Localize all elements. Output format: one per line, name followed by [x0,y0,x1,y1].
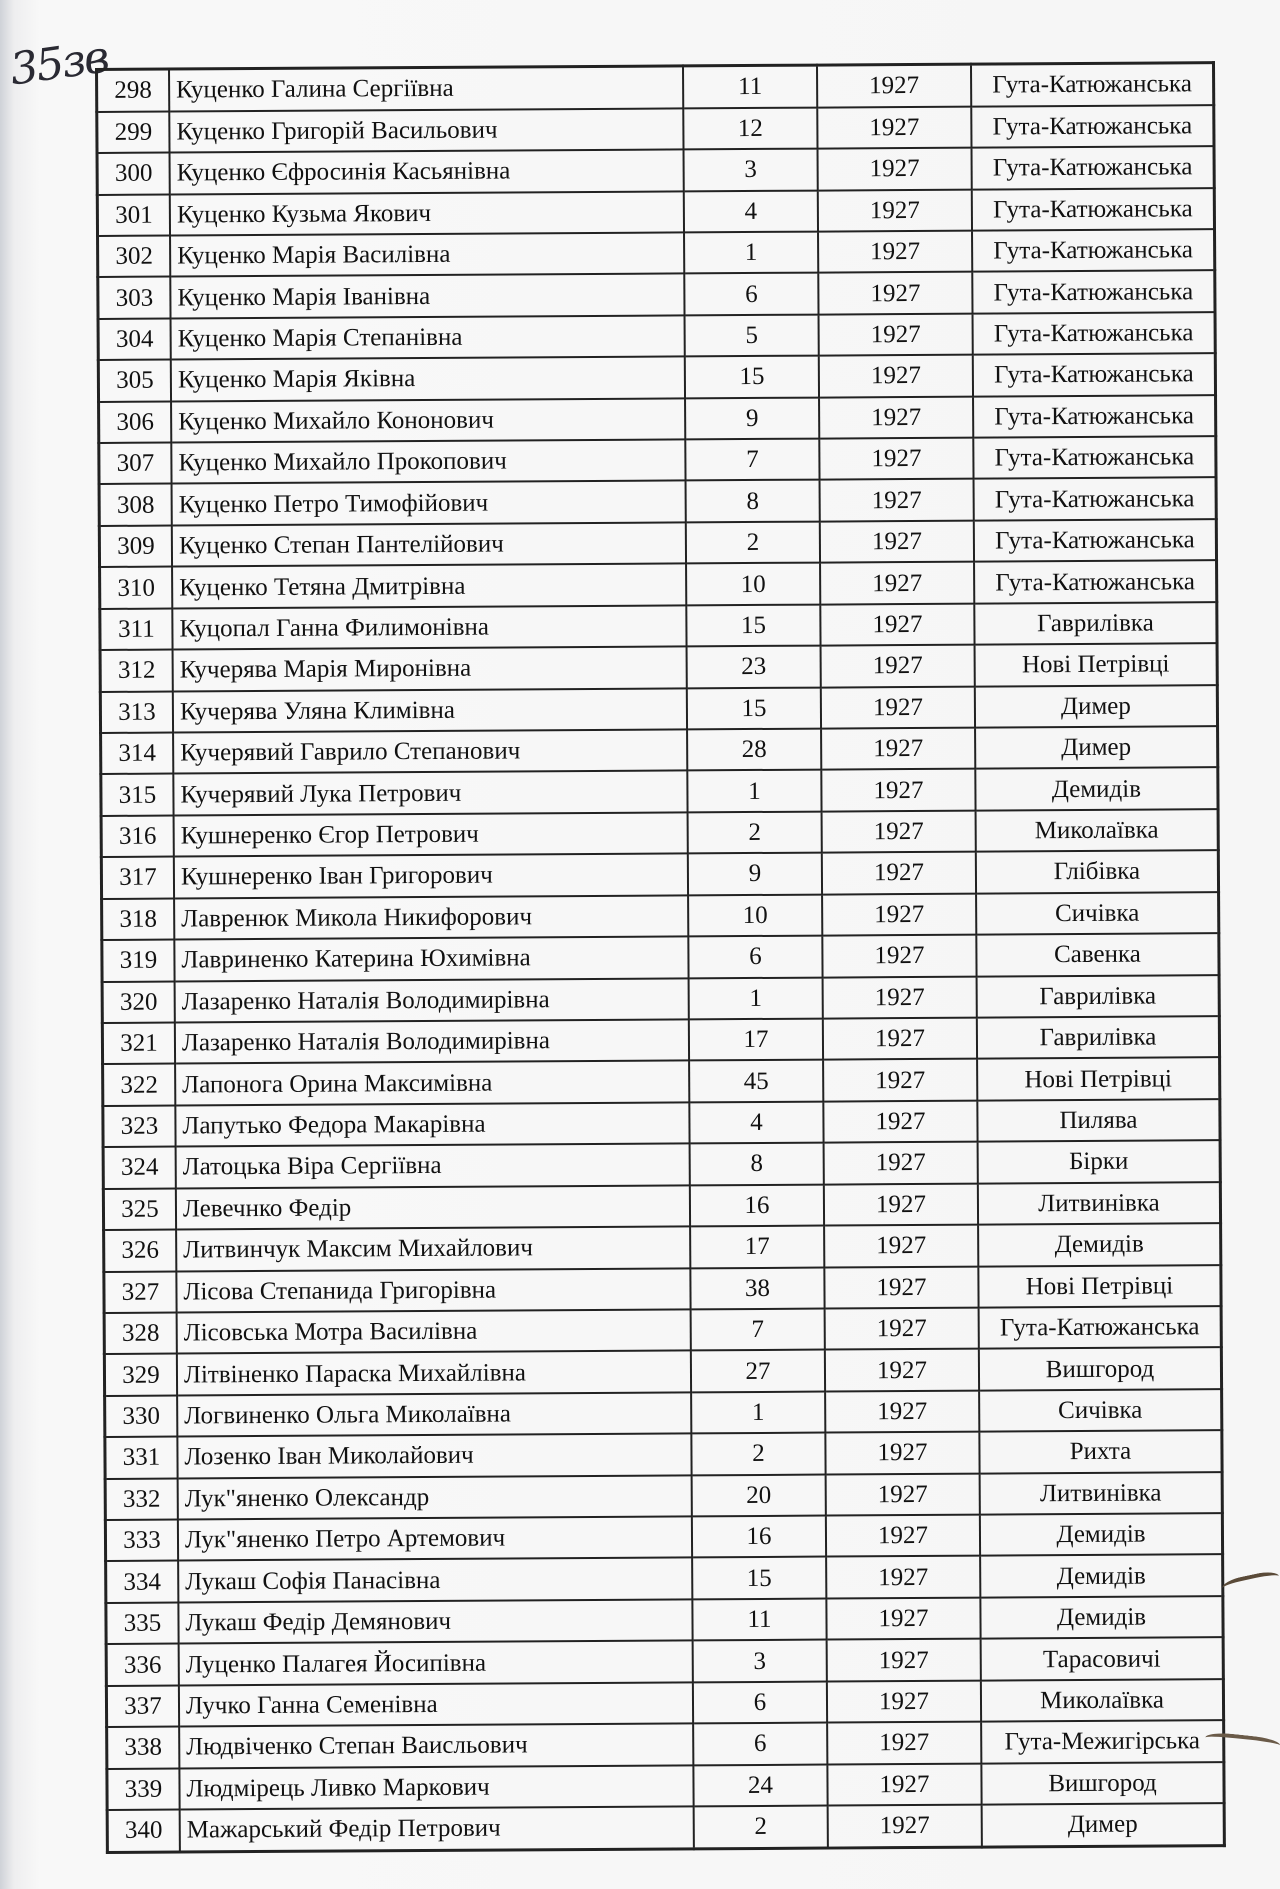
village-name: Нові Петрівці [977,1058,1220,1101]
village-name: Демидів [975,768,1218,811]
person-name: Куценко Григорій Васильович [169,108,683,153]
table-row [105,1513,1222,1561]
year: 1927 [827,1763,981,1805]
record-count: 5 [685,314,819,356]
village-name: Миколаївка [981,1679,1224,1722]
row-number: 302 [98,235,171,277]
row-number: 334 [106,1561,179,1603]
row-number: 299 [97,111,170,153]
person-name: Левечнко Федір [176,1185,690,1230]
year: 1927 [827,1639,981,1681]
record-count: 16 [690,1184,824,1226]
person-name: Кучерява Уляна Климівна [173,688,687,733]
record-count: 17 [689,1019,823,1061]
table-row [101,809,1218,857]
year: 1927 [818,231,972,273]
record-count: 17 [690,1226,824,1268]
village-name: Сичівка [976,892,1219,935]
table-row [107,1720,1224,1768]
year: 1927 [821,769,975,811]
year: 1927 [825,1349,979,1391]
village-name: Гаврилівка [977,1016,1220,1059]
row-number: 300 [97,153,170,195]
person-name: Кучерявий Гаврило Степанович [173,729,687,774]
row-number: 316 [101,815,174,857]
year: 1927 [821,645,975,687]
village-name: Вишгород [979,1347,1222,1390]
table-row [102,933,1219,981]
row-number: 307 [99,443,172,485]
row-number: 338 [107,1727,180,1769]
table-row [105,1389,1222,1437]
record-count: 16 [692,1516,826,1558]
village-name: Димер [975,685,1218,728]
table-row [101,768,1218,816]
year: 1927 [819,313,973,355]
year: 1927 [820,562,974,604]
person-name: Литвинчук Максим Михайлович [176,1226,690,1271]
row-number: 301 [97,194,170,236]
village-name: Гута-Катюжанська [972,271,1215,314]
village-name: Гута-Катюжанська [972,146,1215,189]
village-name: Нові Петрівці [978,1265,1221,1308]
row-number: 339 [107,1768,180,1810]
record-count: 2 [694,1806,828,1849]
person-name: Людвіченко Степан Ваисльович [179,1724,693,1769]
person-name: Лапутько Федора Макарівна [175,1102,689,1147]
person-name: Куценко Петро Тимофійович [172,481,686,526]
village-name: Нові Петрівці [975,643,1218,686]
year: 1927 [820,521,974,563]
village-name: Гута-Катюжанська [974,478,1217,521]
row-number: 327 [104,1271,177,1313]
year: 1927 [823,1059,977,1101]
person-name: Лук"яненко Олександр [178,1475,692,1520]
table-row [100,685,1217,733]
year: 1927 [821,686,975,728]
table-row [103,1182,1220,1230]
record-count: 9 [685,397,819,439]
table-row [98,229,1215,277]
year: 1927 [825,1432,979,1474]
row-number: 337 [106,1685,179,1727]
person-name: Куценко Марія Василівна [170,232,684,277]
year: 1927 [822,810,976,852]
village-name: Гута-Катюжанська [971,105,1214,148]
table-row [98,353,1215,401]
record-count: 11 [683,65,817,108]
village-name: Пилява [977,1099,1220,1142]
person-name: Кучерявий Лука Петрович [173,771,687,816]
year: 1927 [822,852,976,894]
row-number: 305 [98,360,171,402]
record-count: 1 [691,1391,825,1433]
table-row [104,1347,1221,1395]
record-count: 4 [684,190,818,232]
table-row [106,1637,1223,1685]
row-number: 322 [103,1064,176,1106]
person-name: Лук"яненко Петро Артемович [178,1516,692,1561]
row-number: 336 [106,1644,179,1686]
village-name: Литвинівка [980,1472,1223,1515]
record-count: 3 [684,149,818,191]
record-count: 8 [686,480,820,522]
village-name: Демидів [980,1596,1223,1639]
year: 1927 [823,1100,977,1142]
village-name: Гута-Межигірська [981,1720,1224,1763]
person-name: Куценко Марія Яківна [171,357,685,402]
table-row [104,1306,1221,1354]
person-name: Лапонога Орина Максимівна [175,1061,689,1106]
handwritten-page-number: 35зв [6,31,111,96]
year: 1927 [819,396,973,438]
row-number: 312 [100,650,173,692]
person-name: Лазаренко Наталія Володимирівна [175,978,689,1023]
village-name: Гута-Катюжанська [972,188,1215,231]
record-count: 4 [689,1101,823,1143]
person-name: Куценко Кузьма Якович [170,191,684,236]
record-count: 15 [685,356,819,398]
village-name: Савенка [976,933,1219,976]
village-name: Тарасовичі [981,1637,1224,1680]
record-count: 1 [687,770,821,812]
year: 1927 [827,1680,981,1722]
table-row [97,63,1214,112]
row-number: 308 [99,484,172,526]
person-name: Лозенко Іван Миколайович [177,1434,691,1479]
row-number: 306 [99,401,172,443]
record-count: 2 [686,521,820,563]
year: 1927 [822,893,976,935]
village-name: Димер [982,1803,1225,1847]
table-row [103,1140,1220,1188]
register-table [95,61,1226,1854]
village-name: Гута-Катюжанська [973,312,1216,355]
person-name: Кучерява Марія Миронівна [173,647,687,692]
person-name: Куценко Єфросинія Касьянівна [170,150,684,195]
village-name: Миколаївка [976,809,1219,852]
person-name: Лучко Ганна Семенівна [179,1682,693,1727]
year: 1927 [824,1142,978,1184]
row-number: 317 [101,857,174,899]
person-name: Людмірець Ливко Маркович [179,1765,693,1810]
record-count: 28 [687,729,821,771]
table-row [104,1265,1221,1313]
village-name: Рихта [979,1430,1222,1473]
table-row [104,1223,1221,1271]
village-name: Демидів [980,1513,1223,1556]
row-number: 325 [103,1188,176,1230]
year: 1927 [826,1473,980,1515]
row-number: 326 [104,1230,177,1272]
record-count: 11 [692,1598,826,1640]
village-name: Сичівка [979,1389,1222,1432]
table-row [100,560,1217,608]
record-count: 38 [690,1267,824,1309]
record-count: 20 [692,1474,826,1516]
year: 1927 [826,1556,980,1598]
village-name: Демидів [980,1555,1223,1598]
person-name: Куценко Михайло Кононович [171,398,685,443]
table-row [97,188,1214,236]
table-row [105,1472,1222,1520]
person-name: Мажарський Федір Петрович [180,1806,694,1852]
person-name: Лавриненко Катерина Юхимівна [174,937,688,982]
year: 1927 [824,1183,978,1225]
row-number: 298 [97,69,170,112]
village-name: Бірки [978,1140,1221,1183]
table-row [105,1430,1222,1478]
row-number: 329 [104,1354,177,1396]
village-name: Гута-Катюжанська [973,353,1216,396]
year: 1927 [827,1722,981,1764]
person-name: Лавренюк Микола Никифорович [174,895,688,940]
table-row [102,1016,1219,1064]
row-number: 314 [101,733,174,775]
village-name: Литвинівка [978,1182,1221,1225]
person-name: Куценко Степан Пантелійович [172,522,686,567]
year: 1927 [818,148,972,190]
year: 1927 [826,1597,980,1639]
record-count: 7 [691,1308,825,1350]
row-number: 335 [106,1602,179,1644]
record-count: 2 [691,1433,825,1475]
record-count: 6 [684,273,818,315]
row-number: 330 [105,1395,178,1437]
record-count: 12 [683,107,817,149]
table-row [97,105,1214,153]
table-row [98,312,1215,360]
person-name: Лісова Степанида Григорівна [176,1268,690,1313]
person-name: Лісовська Мотра Василівна [177,1309,691,1354]
person-name: Кушнеренко Єгор Петрович [174,812,688,857]
village-name: Гаврилівка [977,975,1220,1018]
year: 1927 [824,1225,978,1267]
row-number: 331 [105,1437,178,1479]
village-name: Гута-Катюжанська [972,229,1215,272]
village-name: Гута-Катюжанська [974,519,1217,562]
register-table-body [97,63,1225,1853]
record-count: 1 [689,977,823,1019]
year: 1927 [821,728,975,770]
row-number: 321 [102,1022,175,1064]
person-name: Луценко Палагея Йосипівна [179,1641,693,1686]
table-row [99,478,1216,526]
person-name: Логвиненко Ольга Миколаївна [177,1392,691,1437]
table-row [100,602,1217,650]
year: 1927 [820,479,974,521]
person-name: Куценко Марія Степанівна [171,315,685,360]
row-number: 303 [98,277,171,319]
village-name: Гута-Катюжанська [979,1306,1222,1349]
table-row [102,892,1219,940]
village-name: Гута-Катюжанська [974,560,1217,603]
village-name: Димер [975,726,1218,769]
record-count: 23 [687,646,821,688]
village-name: Глібівка [976,850,1219,893]
row-number: 332 [105,1478,178,1520]
person-name: Лукаш Федір Демянович [178,1599,692,1644]
table-row [98,271,1215,319]
person-name: Кушнеренко Іван Григорович [174,854,688,899]
binding-thread [1221,1569,1280,1599]
year: 1927 [828,1805,982,1848]
year: 1927 [818,189,972,231]
record-count: 1 [684,232,818,274]
year: 1927 [826,1515,980,1557]
person-name: Літвіненко Параска Михайлівна [177,1351,691,1396]
table-row [107,1803,1224,1852]
row-number: 310 [100,567,173,609]
record-count: 27 [691,1350,825,1392]
table-row [106,1596,1223,1644]
table-row [99,436,1216,484]
row-number: 318 [102,898,175,940]
record-count: 6 [693,1681,827,1723]
village-name: Гаврилівка [974,602,1217,645]
table-row [99,395,1216,443]
year: 1927 [817,106,971,148]
row-number: 304 [98,318,171,360]
record-count: 2 [688,811,822,853]
village-name: Гута-Катюжанська [971,63,1214,107]
person-name: Лазаренко Наталія Володимирівна [175,1019,689,1064]
year: 1927 [823,1018,977,1060]
year: 1927 [824,1266,978,1308]
table-row [106,1555,1223,1603]
record-count: 8 [690,1143,824,1185]
table-row [99,519,1216,567]
village-name: Гута-Катюжанська [973,395,1216,438]
record-count: 6 [693,1723,827,1765]
person-name: Куценко Галина Сергіївна [169,66,683,111]
year: 1927 [822,935,976,977]
village-name: Демидів [978,1223,1221,1266]
row-number: 315 [101,774,174,816]
record-count: 45 [689,1060,823,1102]
row-number: 309 [99,525,172,567]
record-count: 9 [688,853,822,895]
table-row [106,1679,1223,1727]
row-number: 340 [107,1809,180,1852]
record-count: 10 [686,563,820,605]
person-name: Латоцька Віра Сергіївна [176,1144,690,1189]
village-name: Вишгород [981,1762,1224,1805]
record-count: 3 [693,1640,827,1682]
year: 1927 [819,438,973,480]
record-count: 10 [688,894,822,936]
person-name: Лукаш Софія Панасівна [178,1558,692,1603]
table-row [107,1762,1224,1810]
table-row [101,850,1218,898]
year: 1927 [823,976,977,1018]
village-name: Гута-Катюжанська [973,436,1216,479]
table-row [103,1099,1220,1147]
person-name: Куценко Тетяна Дмитрівна [172,564,686,609]
table-row [101,726,1218,774]
row-number: 333 [105,1520,178,1562]
table-row [102,975,1219,1023]
record-count: 15 [686,604,820,646]
row-number: 319 [102,940,175,982]
row-number: 323 [103,1105,176,1147]
person-name: Куценко Марія Іванівна [170,274,684,319]
table-row [100,643,1217,691]
row-number: 320 [102,981,175,1023]
year: 1927 [825,1308,979,1350]
row-number: 313 [100,691,173,733]
row-number: 324 [103,1147,176,1189]
year: 1927 [820,603,974,645]
record-count: 7 [685,439,819,481]
record-count: 15 [692,1557,826,1599]
table-row [97,146,1214,194]
year: 1927 [818,272,972,314]
record-count: 15 [687,687,821,729]
year: 1927 [819,355,973,397]
person-name: Куценко Михайло Прокопович [171,439,685,484]
row-number: 328 [104,1312,177,1354]
row-number: 311 [100,608,173,650]
year: 1927 [817,64,971,107]
person-name: Куцопал Ганна Филимонівна [172,605,686,650]
table-row [103,1058,1220,1106]
record-count: 24 [693,1764,827,1806]
record-count: 6 [688,936,822,978]
year: 1927 [825,1390,979,1432]
